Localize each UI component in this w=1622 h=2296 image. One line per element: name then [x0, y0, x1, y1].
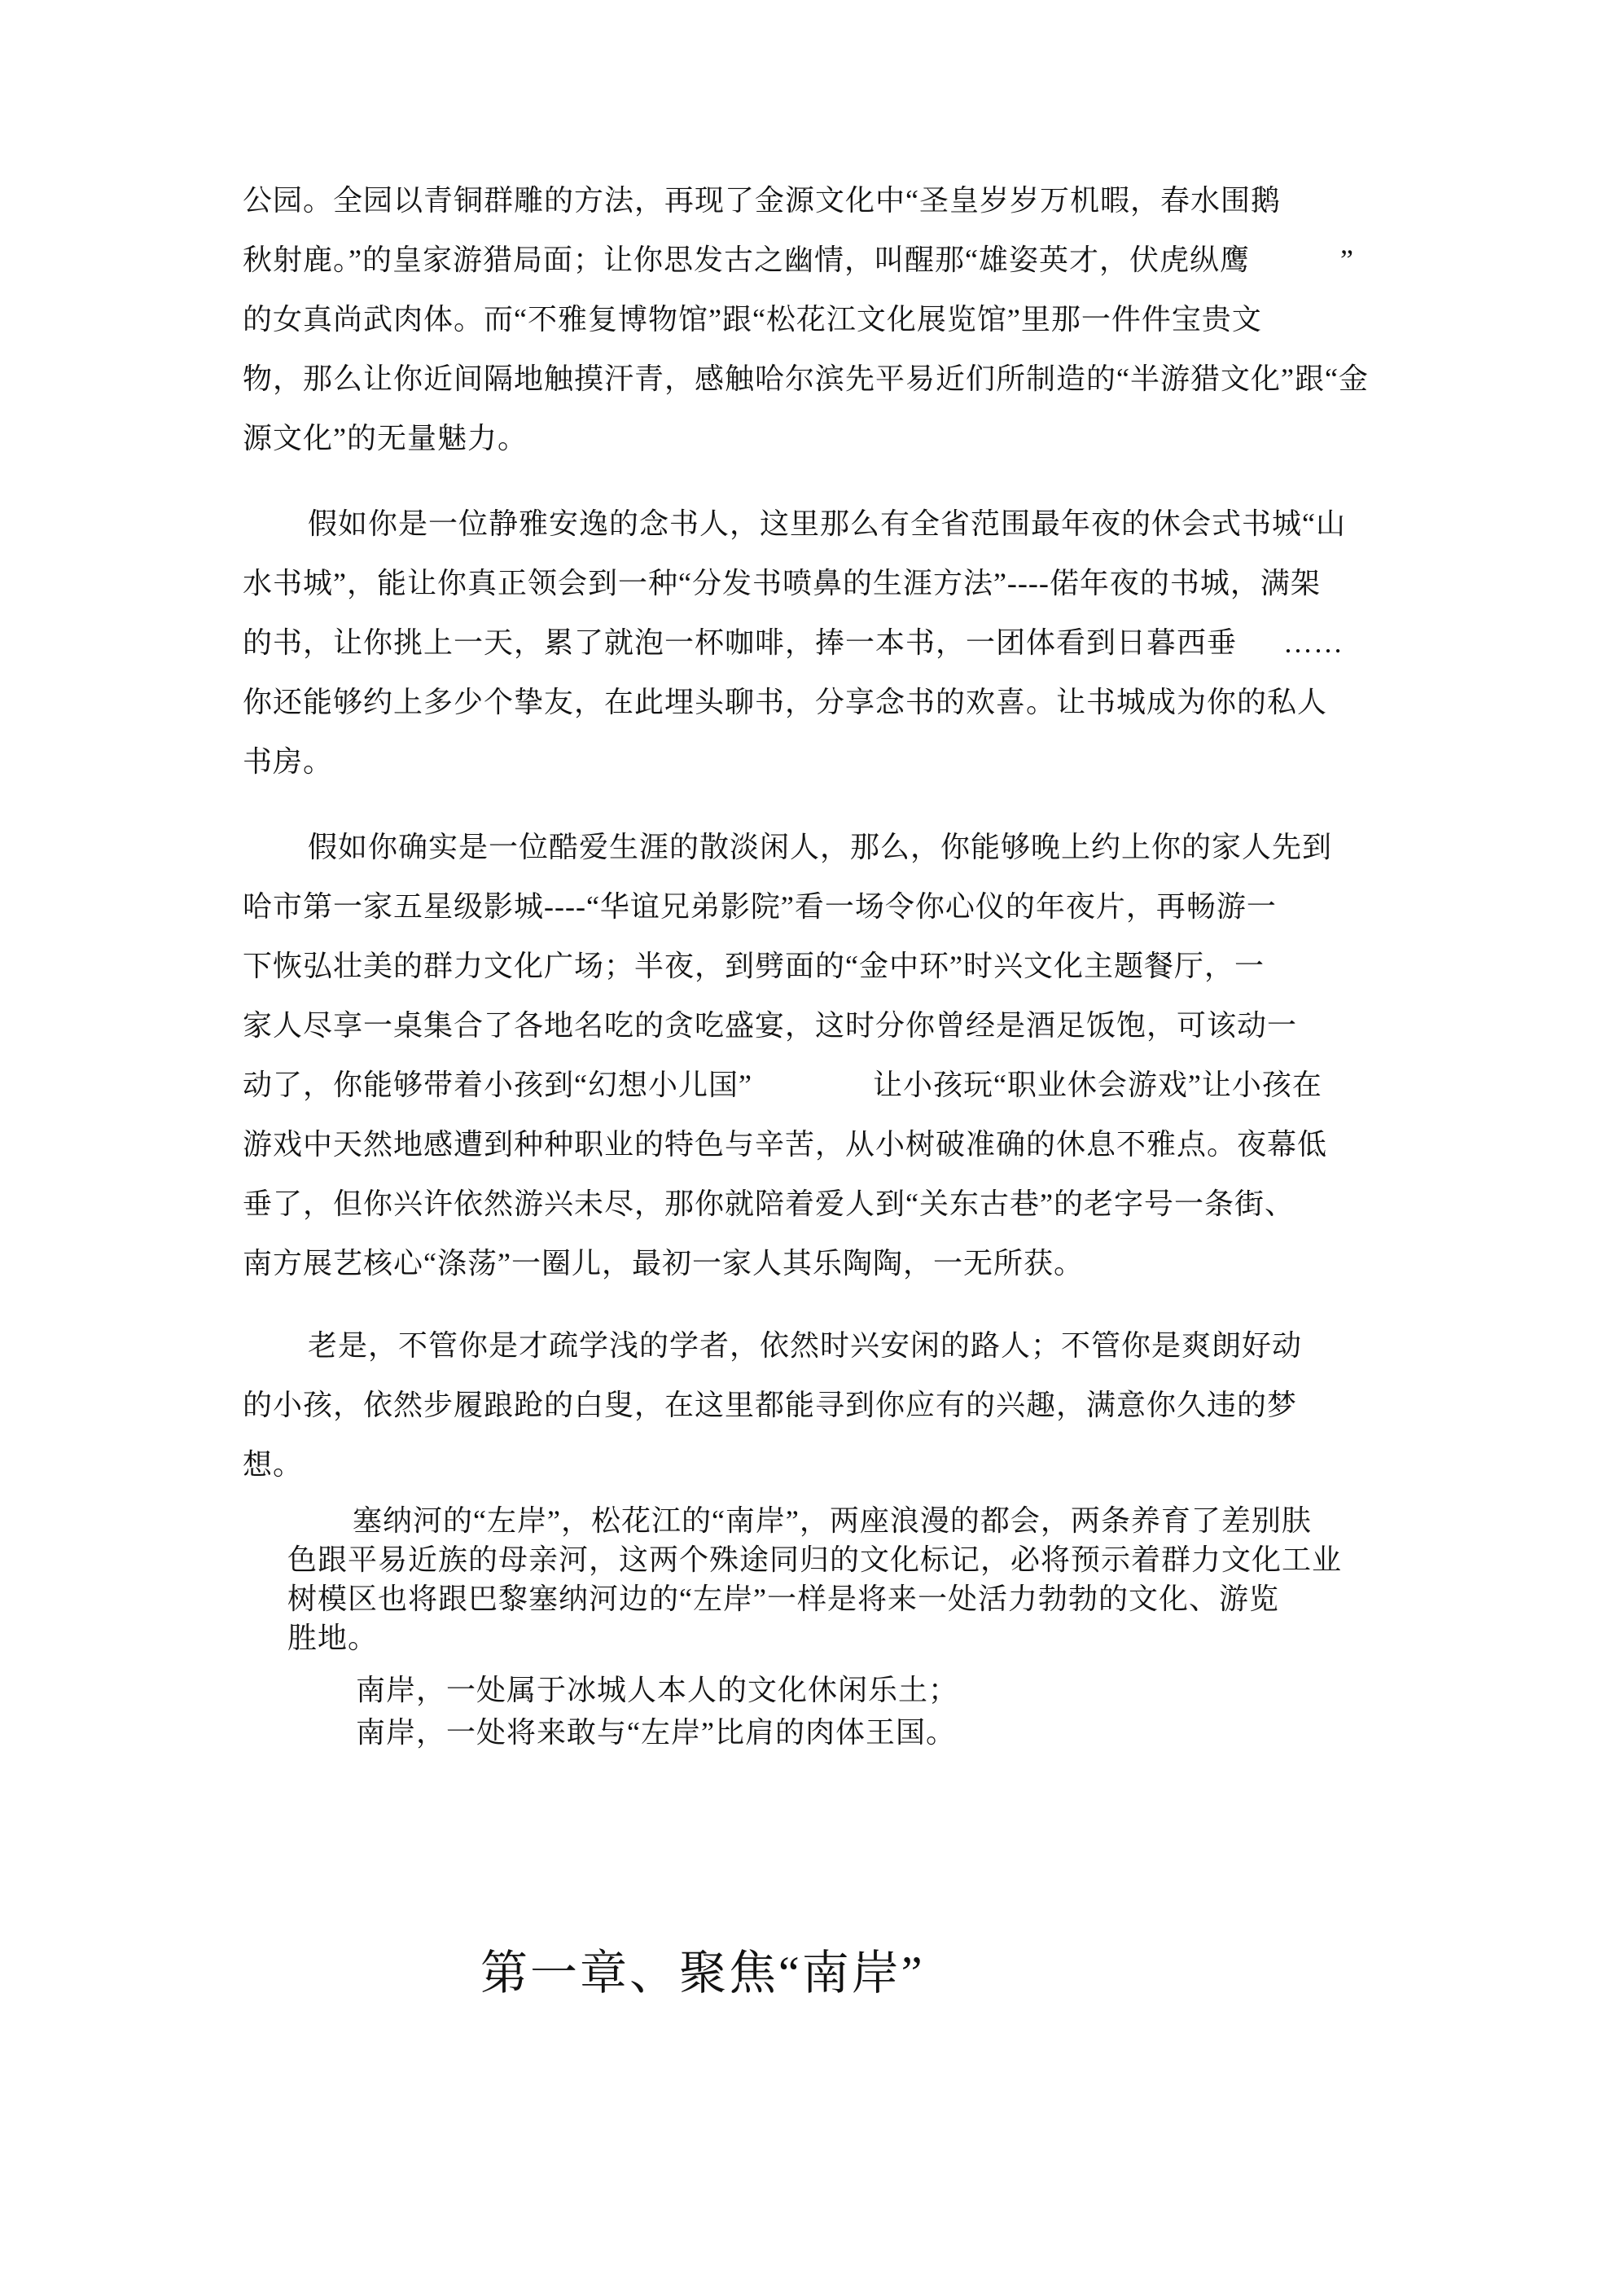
para-book-city: [243, 494, 1399, 792]
text-line: 公园。全园以青铜群雕的方法，再现了金源文化中“圣皇岁岁万机暇，春水围鹅: [243, 184, 1281, 217]
text-line: 游戏中天然地感遭到种种职业的特色与辛苦，从小树破准确的休息不雅点。夜幕低: [243, 1128, 1328, 1161]
text-line: 哈市第一家五星级影城----“华谊兄弟影院”看一场令你心仪的年夜片，再畅游一: [243, 890, 1277, 923]
chapter-heading: 第一章、聚焦“南岸”: [480, 1947, 925, 2000]
text-line: 的女真尚武肉体。而“不雅复博物馆”跟“松花江文化展览馆”里那一件件宝贵文: [243, 303, 1262, 336]
text-line: 下恢弘壮美的群力文化广场；半夜，到劈面的“金中环”时兴文化主题餐厅，一: [243, 950, 1265, 982]
text-line: 老是，不管你是才疏学浅的学者，依然时兴安闲的路人；不管你是爽朗好动: [308, 1329, 1303, 1362]
text-line: 南岸，一处将来敢与“左岸”比肩的肉体王国。: [356, 1716, 956, 1749]
text-line: 塞纳河的“左岸”，松花江的“南岸”，两座浪漫的都会，两条养育了差别肤: [353, 1504, 1312, 1537]
text-line: 南岸，一处属于冰城人本人的文化休闲乐土；: [356, 1674, 959, 1706]
document-body: [243, 0, 1399, 2022]
para-leisure-family: [243, 818, 1399, 1293]
text-line: 想。: [243, 1448, 304, 1481]
text-line: 的小孩，依然步履踉跄的白叟，在这里都能寻到你应有的兴趣，满意你久违的梦: [243, 1389, 1298, 1421]
text-line: 秋射鹿。”的皇家游猎局面；让你思发古之幽情，叫醒那“雄姿英才，伏虎纵鹰 ”: [243, 244, 1354, 276]
text-line: 源文化”的无量魅力。: [243, 422, 528, 454]
text-line: 南方展艺核心“涤荡”一圈儿，最初一家人其乐陶陶，一无所获。: [243, 1247, 1084, 1280]
para-everyone-finds-joy: [243, 1316, 1399, 1495]
text-line: 树模区也将跟巴黎塞纳河边的“左岸”一样是将来一处活力勃勃的文化、游览: [287, 1583, 1279, 1615]
text-line: 的书，让你挑上一天，累了就泡一杯咖啡，捧一本书，一团体看到日暮西垂 ……: [243, 626, 1344, 659]
text-line: 家人尽享一桌集合了各地名吃的贪吃盛宴，这时分你曾经是酒足饭饱，可该动一: [243, 1009, 1298, 1042]
text-line: 书房。: [243, 745, 334, 778]
text-line: 水书城”，能让你真正领会到一种“分发书喷鼻的生涯方法”----偌年夜的书城，满架: [243, 567, 1321, 599]
para-continuation-jinyuan-culture: [243, 171, 1399, 468]
text-line: 胜地。: [287, 1622, 379, 1654]
text-line: 物，那么让你近间隔地触摸汗青，感触哈尔滨先平易近们所制造的“半游猎文化”跟“金: [243, 362, 1369, 395]
text-line: 色跟平易近族的母亲河，这两个殊途同归的文化标记，必将预示着群力文化工业: [287, 1543, 1343, 1576]
text-line: 假如你是一位静雅安逸的念书人，这里那么有全省范围最年夜的休会式书城“山: [308, 507, 1346, 540]
para-seine-songhua: [287, 1501, 1399, 1657]
text-line: 你还能够约上多少个挚友，在此埋头聊书，分享念书的欢喜。让书城成为你的私人: [243, 686, 1328, 718]
text-line: 动了，你能够带着小孩到“幻想小儿国” 让小孩玩“职业休会游戏”让小孩在: [243, 1069, 1322, 1101]
para-nanan-couplet: [356, 1669, 1399, 1754]
text-line: 假如你确实是一位酷爱生涯的散淡闲人，那么，你能够晚上约上你的家人先到: [308, 831, 1333, 863]
text-line: 垂了，但你兴许依然游兴未尽，那你就陪着爱人到“关东古巷”的老字号一条街、: [243, 1188, 1295, 1220]
